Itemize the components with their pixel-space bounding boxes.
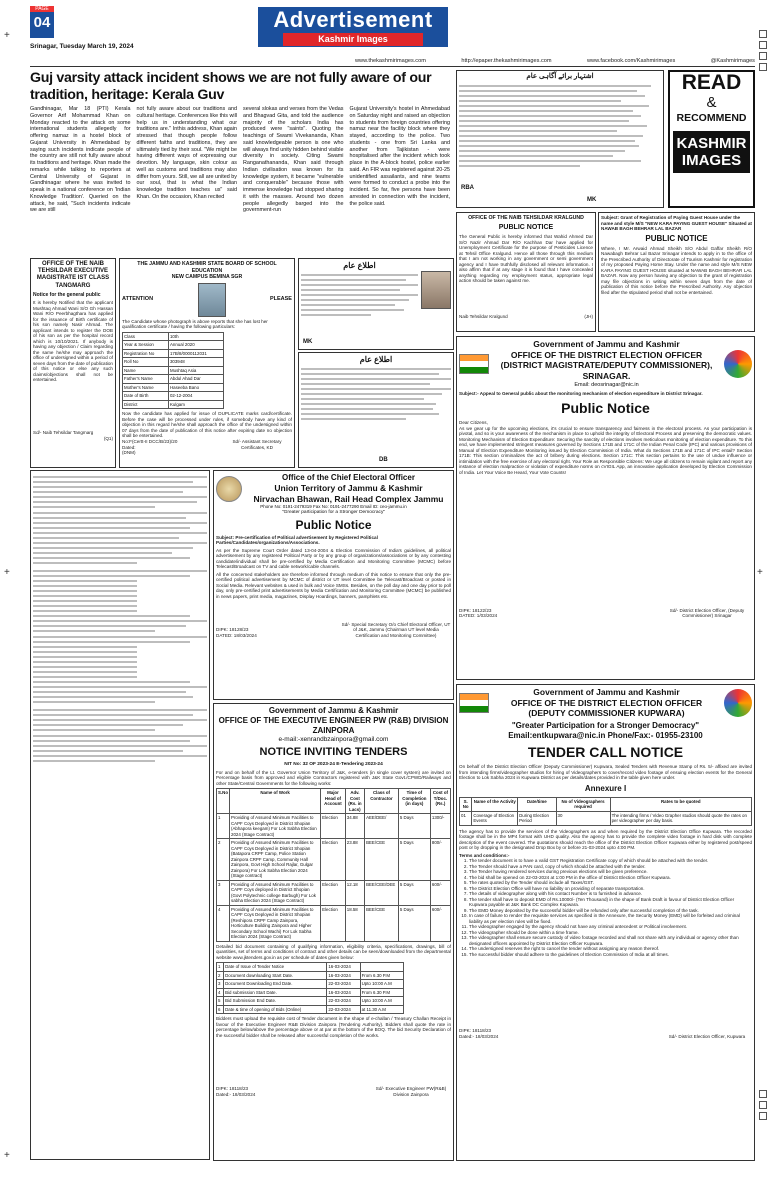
table-cell: 02-12-2004 — [168, 392, 223, 401]
table-cell: 10th — [168, 332, 223, 341]
table-header-cell: Time of Completion (in days) — [398, 789, 430, 814]
ad-office: OFFICE OF THE EXECUTIVE ENGINEER PW (R&B) DIVISION ZAINPORA — [218, 716, 449, 735]
table-cell: Mushtaq Asia — [168, 366, 223, 375]
list-item: 13. The videographer shall ensure secure custody of video footage recorded and shall not share with any individual or agency other than designated officers appointed by District Election Officer Kupwara. — [469, 935, 752, 946]
table-cell: 16-03-2024 — [327, 963, 360, 972]
ad-schedule-note: Detailed bid document containing of qualifying information, eligibility criteria, specifications, drawings, bill of quantities, set of terms and conditions of contract and other details can be seen/downloaded from the departmental website www.jktenders.gov.in as per schedule of dates given below: — [216, 943, 451, 960]
table-cell: Election — [321, 814, 346, 839]
terms-list — [459, 858, 752, 1028]
table-row — [217, 905, 451, 941]
election-logo-icon — [724, 689, 752, 717]
facebook-link[interactable]: www.facebook.com/Kashmirimages — [586, 58, 676, 64]
list-item: 10. In case of failure to render the requisite services as specified in the Annexure, the Security Money (EMD) will be forfeited and criminal liability as per election rules will be fixed. — [469, 913, 752, 924]
ad-title: PUBLIC NOTICE — [498, 223, 554, 231]
table-cell: at 11.30 A.M — [360, 1005, 403, 1014]
list-item: 15. The successful bidder should adhere to the guidelines of Election Commission of India at all times. — [469, 952, 752, 958]
table-cell: 2 — [217, 839, 230, 881]
ad-body: It is hereby Notified that the applicant Mushtaq Ahmad Wani S/O Gh Hassan Wani R/O Peerbhagthara has applied for the issuance of Birth certificate of his son namely Nasir Ahmad. The applicant intends to register the DOB of his son as per the hospital record which is 10/10/2021. If anybody is having any objection / Claim regarding the same he/she may approach the office of undersigned within a period of seven days from the date of publication of this notice or else any such claims/objections shall not be entertained. — [33, 300, 113, 382]
ad-dipk: DIPK: 18118/23 — [216, 1086, 249, 1092]
list-item: 4. The bid shall be opened on 22-03-2024 at 1:00 PM in the office of District Election Officer Kupwara. — [469, 875, 752, 881]
emblem-icon — [216, 476, 242, 502]
ad-dipk: DIPK: 18118/23 — [459, 1028, 492, 1034]
ad-body: As we gear up for the upcoming elections, it's crucial to ensure transparency and fairness in the electoral process. As your participation is pivotal, and so is your awareness of the mechanism in place to uphold the integrity of Electoral Process and preserving the democratic values. Monitoring Mechanism of Election Expenditure: Securing the sanctity of elections involves meticulous monitoring of election expenditure. To this end, we have implemented stringent measures governed by Sections 171B and 171C of the Indian Penal Code (IPC) and various provisions of Manual of Election Expenditure Monitoring issued by Election Commission of India. What do Sections 171B and 171C of IPC entail? Section 171B: This section criminalizes the act of bribery during elections. Section 171C: This section pertains to the use of undue influence or intimidation with the free exercise of any electoral right. Your Role as Responsible Citizens: We urge all citizens to remain vigilant and report any instance of election malpractice or violation of expenditure norms on cVIGIL App, an innovative application developed by Election Commission of India. Let Your Voice Be Heard, Your Vote Counts! — [459, 425, 752, 475]
list-item: 5. The rates quoted by the Tender should include all Taxes/GST. — [469, 880, 752, 886]
ad-body: Where, I Mr. Arwaid Ahmad Sheikh S/O Abdul Gaffar Sheikh R/O Nawabagh Behrar Lal Bazar Srinagar intends to apply in to the office of the Prescribed Authority of Directorate of Tourism Kashmir for registration of my proposed Paying Home Stay. Under the name and style M/S NEW KARA PAYING GUEST HOUSE situated at NAWAB BAGH BEHRAR LAL BAZAR. Now any person having any objection to the grant of registration may file objections in writing within seven days from the date of publication of this notice before the Prescribed Authority. Any objection filed after the stipulated period shall not be entertained. — [601, 245, 752, 295]
table-row — [217, 997, 404, 1006]
ad-dated: DATED: 1/03/2024 — [459, 613, 498, 619]
ad-govt: Government of Jammu and Kashmir — [533, 339, 680, 349]
ad-sign: Naib Tehsildar Kralgund — [459, 314, 508, 320]
ad-title: اطلاع عام — [343, 261, 376, 270]
table-cell: During Election Period — [518, 811, 556, 825]
table-row — [123, 349, 224, 358]
list-item: 1. The tender document is to have a valid GST Registration Certificate copy of which should be attached with the tender. — [469, 858, 752, 864]
table-cell: Registration No — [123, 349, 169, 358]
ad-body: The agency has to provide the services of the Videographers as and when required by the District Election Office Kupwara. The recorded footage shall be in the MP4 format with UHD quality. Also the agency has to provide the complete video footage in hard disk with complete description of the event covered. The quotations should reach the office of the District Election Officer Kupwara either by registered post/speed post or by dropping in the designated Drop Box by or before 21-03-2024 upto 4:00 PM. — [459, 828, 752, 851]
table-cell: Roll No — [123, 358, 169, 367]
table-cell: Annual 2020 — [168, 341, 223, 350]
ad-urdu-db — [298, 352, 454, 468]
table-row — [217, 880, 451, 905]
table-header-cell: Class of Contractor — [365, 789, 399, 814]
ad-office2: (DISTRICT MAGISTRATE/DEPUTY COMMISSIONER), — [500, 360, 713, 371]
page-number-box — [30, 6, 54, 38]
table-cell: 22-03-2024 — [327, 980, 360, 989]
rba-tag: RBA — [461, 185, 474, 191]
table-cell: 16-03-2024 — [327, 971, 360, 980]
particulars-table — [122, 332, 224, 410]
header-links — [355, 58, 755, 64]
table-cell: Coverage of Election Events — [472, 811, 518, 825]
ad-title: OFFICE OF THE NAIB TEHSILDAR EXECUTIVE MAGISTRATE IST CLASS TANGMARG — [36, 261, 110, 289]
list-item: 9. The EMD Money deposited by the successful bidder will be refunded only after successful completion of the task. — [469, 908, 752, 914]
ad-dno: (DNM) — [122, 450, 136, 455]
table-cell: Providing of Assured Minimum Facilities to CAPF Coys Deployed in District Shopian (Abhapora keegam) For Lok Sabha Election 2024 (Stage Contract) — [230, 814, 321, 839]
ad-grant-notice — [598, 212, 755, 332]
list-item: 8. The tender shall have to deposit EMD of Rs.10000/- (Ten Thousand) in the shape of Bank Draft in favour of District Election Officer Kupwara payable at J&K Bank DC Complex Kupwara. — [469, 897, 752, 908]
list-item: 14. The undersigned reserves the right to cancel the tender without assigning any reason thereof. — [469, 946, 752, 952]
table-cell: Date of Issue of Tender Notice — [224, 963, 327, 972]
lead-col-4: Gujarat University's hostel in Ahmedabad on Saturday night and raised an objection to students from foreign countries offering namaz near the facility block where they stayed, according to the police. Two students - one from Sri Lanka and another from Tajikistan - were hospitalised after the incident which took place in the A-block hostel, police earlier said. An FIR was registered against 20-25 unidentified assailants, and nine teams were formed to conduct a probe into the incident. So far, five persons have been arrested in connection with the incident, the police said. — [349, 106, 450, 207]
table-cell: 1300/- — [430, 814, 450, 839]
table-cell — [360, 963, 403, 972]
ad-contact: Email:entkupwara@nic.in Phone/Fax:- 01955-23100 — [508, 730, 703, 740]
promo-amp: & — [706, 94, 717, 111]
ad-dno: (JH) — [584, 314, 593, 320]
table-cell: 22-03-2024 — [327, 997, 360, 1006]
table-cell: Election — [321, 880, 346, 905]
table-cell: Providing of Assured Minimum Facilities to CAPF Coys Deployed in District Shopian (Reshipora CRPF Camp Zainpora, Horticulture Building Zainpora and Higher Secondary School Wachi) For Lok Sabha Election 2024 (Stage Contract) — [230, 905, 321, 941]
table-cell: Bid Submission End Date. — [224, 997, 327, 1006]
table-cell: 5 Days — [398, 839, 430, 881]
ad-para: The Candidate whose photograph is above reports that she has lost her qualification certificate / having the following particulars: — [122, 318, 268, 329]
table-row — [123, 366, 224, 375]
table-header-cell: Adv. Cost (Rs. in Lacs) — [345, 789, 364, 814]
table-cell: 18.58 — [345, 905, 364, 941]
table-cell: 3 — [217, 980, 224, 989]
lead-col-3: several slokas and verses from the Vedas and Bhagvad Gita, and told the audience majority of the scholars India has produced were "saints". Quoting the teachings of Swami Vivekananda, Khan said knowledgeable person is one who will always find unity hidden behind visible diversity in society. Citing Swami Ranganathananda, Khan said through Indian civilisation was known for its knowledge system, it became "vulnerable and conquerable" because those with immense knowledge had stopped sharing it with the masses. Around two dozen people allegedly barged into the government-run — [243, 106, 344, 214]
table-cell: 5 Days — [398, 905, 430, 941]
ad-city: SRINAGAR. — [582, 370, 631, 381]
ad-office: Office of the Chief Electoral Officer — [282, 473, 415, 482]
annexure-table — [459, 797, 752, 826]
table-cell: 4 — [217, 988, 224, 997]
ad-sub: Notice for the general public — [33, 291, 101, 298]
table-cell: Class — [123, 332, 169, 341]
ad-dm-srinagar — [456, 336, 755, 680]
flag-icon — [459, 354, 489, 374]
lead-body — [30, 106, 450, 254]
table-header-cell: Cost of T/Doc. (Rs.) — [430, 789, 450, 814]
ad-naib-kralgund — [456, 212, 596, 332]
table-cell: 01 — [460, 811, 472, 825]
list-item: 3. The Tender having rendered services during previous elections will be given preference. — [469, 869, 752, 875]
flag-icon — [459, 693, 489, 713]
ad-sign: Sd/- Special Secretary O/o Chief Electoral Officer, UT of J&K, Jammu (Chairman UT level Media Certification and Monitoring Committee) — [341, 621, 451, 638]
ad-jkbose — [119, 258, 295, 468]
website-link[interactable]: www.thekashmirimages.com — [355, 58, 426, 64]
table-cell: 16-03-2024 — [327, 988, 360, 997]
mk-tag: MK — [587, 197, 597, 203]
ad-greet: Dear Citizens, — [459, 420, 488, 426]
list-item: 11. The videographer engaged by the agency should not have any criminal antecedent or Political involvement. — [469, 924, 752, 930]
ad-ceo — [213, 470, 454, 700]
ad-kupwara — [456, 684, 755, 1161]
table-cell: 303948 — [168, 358, 223, 367]
ad-office1: OFFICE OF THE DISTRICT ELECTION OFFICER — [510, 349, 703, 360]
schedule-table — [216, 962, 404, 1014]
table-cell: 5 — [217, 997, 224, 1006]
ad-dated: Dated:- 18/03/2024 — [459, 1033, 499, 1039]
ad-nit: NIT No: 32 OF 2023-24 E-Tendering 2023-24 — [284, 761, 383, 767]
table-cell: Providing of Assured Minimum Facilities to CAPF Coys Deployed in District Shopian (Batapora CRPF Camp, Police Station Zainpora CRPF Camp, Community Hall Zainpora, Govt High School Rajlar, Gulgar Zainpora) For Lok Sabha Election 2024 (Stage contract) — [230, 839, 321, 881]
ad-office2: (DEPUTY COMMISSIONER KUPWARA) — [528, 708, 685, 719]
table-row — [123, 358, 224, 367]
ad-title: Public Notice — [561, 399, 650, 416]
table-cell: Upto 10:00 A.M — [360, 980, 403, 989]
ad-sign: Sd/- Executive Engineer PW(R&B) Division Zainpora — [375, 1086, 447, 1097]
table-cell: 3 — [217, 880, 230, 905]
ad-address: Nirvachan Bhawan, Rail Head Complex Jammu — [253, 493, 444, 504]
left-urdu-column — [30, 470, 210, 1160]
ad-govt: Government of Jammu and Kashmir — [533, 687, 680, 697]
table-cell: 800/- — [430, 839, 450, 881]
ad-sign: DB — [379, 457, 388, 463]
ad-footer: Now the candidate has applied for issue of DUPLICATE marks card/certificate. Before the case will be processed under rules, if somebody have any kind of objection in this regard he/she shall approach the office of the undersigned within 07 days from the date of publication of this notice after expiring date no objection shall be entertained. — [122, 411, 292, 438]
please-label: PLEASE — [269, 296, 292, 303]
table-header-cell: Name of Work — [230, 789, 321, 814]
promo-read: READ — [681, 71, 742, 94]
ad-terms-head: Terms and conditions:- — [459, 852, 510, 858]
applicant-photo — [421, 271, 451, 309]
ad-sign: Sd/- District Election Officer, Kupwara — [668, 1033, 746, 1039]
table-cell: Date of Birth — [123, 392, 169, 401]
table-cell: Election — [321, 905, 346, 941]
list-item: 12. The videographer should be done within a time frame. — [469, 930, 752, 936]
ad-dated: Dated:- 18/03/2024 — [216, 1091, 256, 1097]
section-banner — [258, 7, 448, 47]
table-cell: Document downloading Start Date. — [224, 971, 327, 980]
ad-title: NOTICE INVITING TENDERS — [259, 746, 408, 759]
read-recommend-promo — [668, 70, 755, 208]
table-row — [217, 839, 451, 881]
table-cell: 600/- — [430, 880, 450, 905]
table-cell: Date & time of opening of Bids (Online) — [224, 1005, 327, 1014]
table-cell: 6 — [217, 1005, 224, 1014]
table-header-cell: Major Head of Account — [321, 789, 346, 814]
lead-col-2: not fully aware about our traditions and cultural heritage. Conferences like this will help us in understanding what our traditions are." Inthis address, Khan again stressed that though people follow different faiths and traditions, they are ultimately tied by their soul. "We might be having different ways of expressing our devotion. My language, skin colour as well as customs and traditions may also differ from yours. Still, we all are united by our soul, that is what the Indian knowledge tradition teaches us" said Khan. On the occasion, Khan recited — [136, 106, 237, 200]
table-header-cell: S. No — [460, 797, 472, 811]
issue-date: Srinagar, Tuesday March 19, 2024 — [30, 43, 134, 50]
table-cell: Mother's Name — [123, 383, 169, 392]
lead-headline: Guj varsity attack incident shows we are not fully aware of our tradition, heritage: Kerala Guv — [30, 70, 432, 103]
lead-col-1: Gandhinagar, Mar 18 (PTI) Kerala Governor Arif Mohammad Khan on Monday reacted to the attack on some international students allegedly for offering namaz in a hostel block of Gujarat University in Ahmedabad by saying such incidents indicate people of the country are still not fully aware about its traditions and heritage. Khan made the remarks while talking to reporters at Central University of Gujarat in Gandhinagar where he was invited to speak in a national conference on 'Indian Knowledge Tradition'. Queried on the attack, he said, "Such incidents indicate we are still — [30, 106, 131, 214]
ad-title: PUBLIC NOTICE — [645, 233, 708, 243]
table-row — [217, 1005, 404, 1014]
table-cell: Year & Session — [123, 341, 169, 350]
ad-dated: Dated: — [122, 444, 136, 450]
ad-dipk: DIPK: 18128/23 — [216, 627, 249, 633]
ad-title: Public Notice — [295, 517, 372, 532]
ad-urdu-mk — [298, 258, 454, 350]
ad-sign: Sd/- Naib Tehsildar Tangmarg — [33, 430, 94, 435]
urdu-notice-top — [456, 70, 664, 208]
table-cell: 22-03-2024 — [327, 1005, 360, 1014]
table-cell: 30 — [556, 811, 610, 825]
ad-office1: OFFICE OF THE DISTRICT ELECTION OFFICER — [510, 697, 703, 708]
ad-office: OFFICE OF THE NAIB TEHSILDAR KRALGUND — [468, 215, 584, 221]
ad-email: Email: deosrinagar@nic.in — [574, 381, 639, 388]
table-header-cell: Date/time — [518, 797, 556, 811]
table-cell: Father's Name — [123, 375, 169, 384]
table-cell: 1 — [217, 963, 224, 972]
table-header-cell: Name of the Activity — [472, 797, 518, 811]
section-title: Advertisement — [273, 7, 433, 32]
table-row — [123, 392, 224, 401]
table-row — [217, 988, 404, 997]
table-row — [217, 971, 404, 980]
ad-dipk: DIPK: 18122/23 — [459, 607, 492, 613]
table-cell: Abdul Ahad Dar — [168, 375, 223, 384]
ad-body1: As per the Supreme Court Order dated 13-04-2004 & Election Commission of India's guidelines, all political advertisement by any registered Political Party or by any group of organizations/associations or by any contesting candidate/individual shall be pre-certified by Media Certification and Monitoring Committee (MCMC) before Telecast/Broadcast on TV and cable network/cable channels. — [216, 547, 451, 570]
ad-tagline: "Greater Participation for a Stronger Democracy" — [511, 720, 700, 730]
table-cell: Kulgam — [168, 400, 223, 409]
table-cell: 17B/8/0000112031 — [168, 349, 223, 358]
ad-email: e-mail:-xenrandbzainpora@gmail.com — [278, 736, 389, 743]
ad-sign: Sd/- Assistant Secretary Certificates, KD — [232, 439, 282, 450]
table-row — [217, 963, 404, 972]
promo-brand-1: KASHMIR — [676, 135, 747, 152]
table-cell: From 6.30 P.M — [360, 988, 403, 997]
color-bar-bottom — [759, 1090, 767, 1120]
color-bar — [759, 30, 767, 71]
page-label: PAGE — [30, 6, 54, 12]
table-row — [123, 400, 224, 409]
ad-subject: Subject: Pre-certification of Political advertisement by Registered Political Parties/Candidates/organizations/Associations. — [216, 534, 378, 546]
table-cell: 4 — [217, 905, 230, 941]
table-cell: BEE/CEE — [365, 905, 399, 941]
table-header-cell: Rates to be quoted — [610, 797, 751, 811]
election-logo-icon — [724, 350, 752, 378]
table-cell: 23.88 — [345, 839, 364, 881]
works-table — [216, 788, 451, 942]
promo-brand-2: IMAGES — [681, 152, 742, 169]
brand-strip: Kashmir Images — [283, 33, 423, 46]
ad-title: اطلاع عام — [359, 355, 393, 364]
ad-body2: All the concerned stakeholders are therefore informed through medium of this notice to ensure that only the pre-certified political advertisement by MCMC of district or UT level Committee be Telecast/Broadcast or posted in Social Media. Relevant websites & used in bulk and Voice SMSs. Besides, on the poll day and one day prior to poll day, only pre-certified print advertisements by Media Certification and Monitoring Committee (MCMC) be published in news papers, print media, magazines, Display Hoardings, banners, pamphlets etc. — [216, 571, 451, 599]
list-item: 7. The details of videographer along with his contact Number is to furnished in advance. — [469, 891, 752, 897]
ad-subject: Subject:- Appeal to General public about the monitoring mechanism of election expenditure in District Srinagar. — [459, 391, 703, 397]
table-cell: From 6.30 P.M — [360, 971, 403, 980]
table-header-cell: S.No — [217, 789, 230, 814]
ad-contact: Phone No: 0191-2479319 Fax No: 0191-2477290 Email ID: ceo-jammu.in — [260, 504, 407, 510]
ad-union: Union Territory of Jammu & Kashmir — [274, 483, 423, 493]
table-cell: The intending firms / Video Grapher studios should quote the rates on per videographer per day basis. — [610, 811, 751, 825]
ad-annex: Annexure I — [584, 783, 627, 793]
table-cell: District — [123, 400, 169, 409]
ad-intro: For and on behalf of the Lt. Governor Union Territory of J&K, e-tenders (in single cover system) are invited on Percentage basis from approved and eligible Contractors registered with J&K State Govt./CPWD/Railways and other State/Central Governments for the following works: — [216, 769, 451, 786]
table-cell: 34.88 — [345, 814, 364, 839]
ad-dno: (Q1) — [103, 435, 113, 441]
page-number: 04 — [33, 14, 51, 31]
table-cell: Haseeba Bano — [168, 383, 223, 392]
table-row — [217, 980, 404, 989]
list-item: 6. The District Election Office will have no liability on providing of separate transportation. — [469, 886, 752, 892]
table-cell: Name — [123, 366, 169, 375]
ad-sign: Sd/- District Election Officer, (Deputy Commissioner) Srinagar — [669, 607, 745, 619]
ad-terms: Bidders must upload the requisite cost of Tender document in the shape of e-challan / Treasury Challan Receipt in favour of the Executive Engineer R&B Division Zainpora (Tendering Authority). Bidders shall quote the rate in percentage below/above the percentage above or at par at the bottom of the BOQ. The bid Security Declaration of the successful bidder shall be released after successful completion of the works. — [216, 1016, 451, 1038]
table-cell: 5 Days — [398, 880, 430, 905]
ad-intro: On behalf of the District Election Officer (Deputy Commissioner) Kupwara, Sealed Tenders with Revenue Stamp of Rs. 5/- affixed are invited from intending firms/videographer studios for hiring of Videographers to cover/record video footage of ensuing election events for the General Election to Lok Sabha 2024 in Kupwara District as per details/dates provided in the table given here under. — [459, 764, 752, 781]
ad-title: TENDER CALL NOTICE — [527, 743, 684, 760]
ad-govt: Government of Jammu & Kashmir — [268, 706, 399, 715]
ad-body: The General Public is hereby informed that Wahid Ahmed Dar S/O Nazir Ahmad Dar R/O Kachhan Dar have applied for Unemployment Certificate for the purpose of Pesticides Licence at Tehsil Office Kralgund. Hence all those through this medium that I am not working in any government or semi government agency and I have truthfully disclosed all relevant information. I also affirm that if at any stage it is found that I have concealed anything regarding my employment status, appropriate legal action should be taken against me. — [459, 234, 593, 284]
ad-sub: NEW CAMPUS BEMINA SGR — [171, 274, 243, 280]
table-cell: 2 — [217, 971, 224, 980]
ad-title: THE JAMMU AND KASHMIR STATE BOARD OF SCHOOL EDUCATION — [137, 261, 277, 274]
ad-naib-tangmarg — [30, 258, 116, 468]
ad-pwd-zainpora — [213, 703, 454, 1161]
table-cell: BEE/CEE/DEE — [365, 880, 399, 905]
table-cell: 12.18 — [345, 880, 364, 905]
attention-label: ATTENTION — [122, 296, 154, 303]
table-cell: Election — [321, 839, 346, 881]
candidate-photo — [198, 283, 226, 317]
table-cell: 5 Days — [398, 814, 430, 839]
urdu-notice-title: اشتہار برائے آگاہی عام — [526, 73, 594, 80]
twitter-link[interactable]: @Kashmirimages — [710, 58, 755, 64]
table-cell: Bid submission Start Date. — [224, 988, 327, 997]
list-item: 2. The Tender should have a PAN card, copy of which should be attached with the tender. — [469, 864, 752, 870]
table-cell: Providing of Assured Minimum Facilities to CAPF Coys deployed in District Shopian (Govt Polytechnic college Barbugh) For Lok sabha Election 2024 (Stage Contract) — [230, 880, 321, 905]
ad-tagline: "Greater participation for a Stronger Democracy" — [281, 509, 386, 515]
table-row — [123, 332, 224, 341]
table-cell: Document Downloading End Date. — [224, 980, 327, 989]
table-row — [123, 375, 224, 384]
table-row — [217, 814, 451, 839]
ad-refno: No:F(Certt-II DCC/B/23)/20 — [122, 439, 178, 444]
ad-subject: Subject: Grant of Registration of Paying Guest House under the name and style M/S "NEW KARA PAYING GUEST HOUSE" Situated at NAWAB BAGH BEHRAR LAL BAZAR — [601, 215, 752, 231]
table-header-cell: No of Videographers required — [556, 797, 610, 811]
ad-dated: DATED: 18/03/2024 — [216, 632, 257, 638]
epaper-link[interactable]: http://epaper.thekashmirimages.com — [461, 58, 552, 64]
table-cell: Upto 10:00 A.M — [360, 997, 403, 1006]
promo-recommend: RECOMMEND — [676, 112, 747, 124]
table-cell: 600/- — [430, 905, 450, 941]
ad-sign: MK — [303, 339, 313, 345]
table-row — [123, 383, 224, 392]
table-row — [123, 341, 224, 350]
table-cell: AEE/DEE/ — [365, 814, 399, 839]
table-cell: 1 — [217, 814, 230, 839]
table-cell: BEE/CEE — [365, 839, 399, 881]
